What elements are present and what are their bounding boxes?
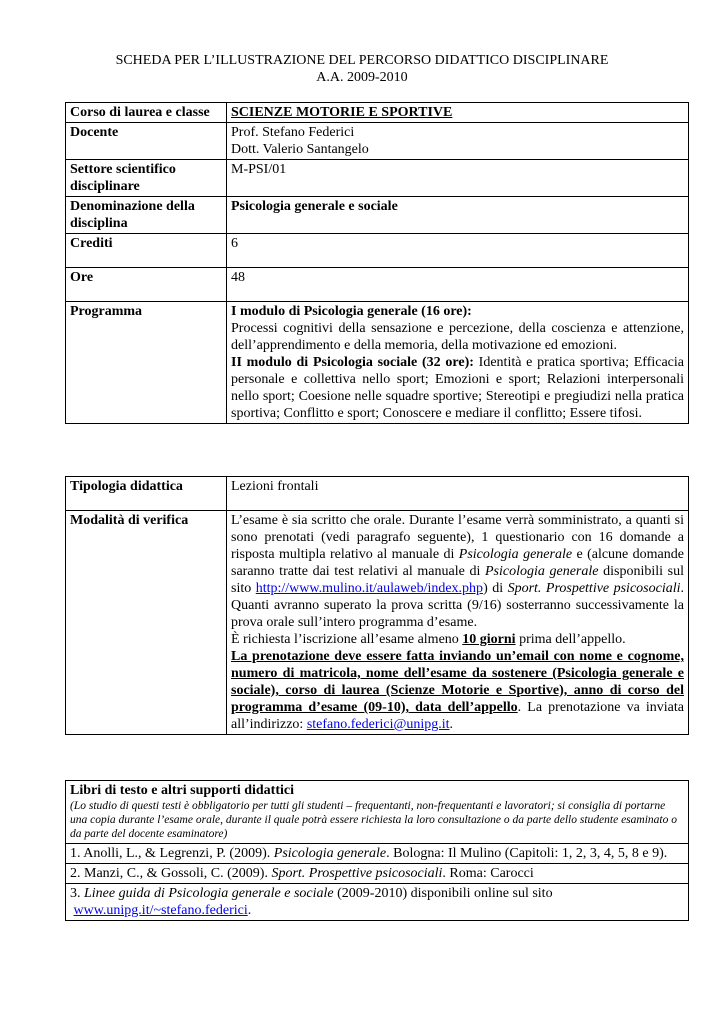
libri-header bbox=[66, 781, 689, 844]
docente-1: Prof. Stefano Federici bbox=[231, 125, 355, 140]
p2-text: È richiesta l’iscrizione all’esame almeno bbox=[231, 632, 463, 647]
libri-note: (Lo studio di questi testi è obbligatorio per tutti gli studenti – frequentanti, non-frequentanti e lavoratori; si consiglia di portarne una copia durante l’esame orale, durante il quale potrà essere richiesta la loro consultazione o da parte dello studente esaminato o da parte del docente esaminatore) bbox=[70, 800, 677, 840]
label-programma: Programma bbox=[66, 302, 227, 424]
value-ore: 48 bbox=[227, 268, 689, 302]
book-1-author: 1. Anolli, L., & Legrenzi, P. (2009). bbox=[70, 846, 274, 861]
value-corso: SCIENZE MOTORIE E SPORTIVE bbox=[227, 103, 689, 123]
value-docente bbox=[227, 123, 689, 160]
value-modalita bbox=[227, 511, 689, 735]
book-3-end: . bbox=[247, 903, 252, 918]
row-crediti bbox=[66, 234, 689, 268]
label-settore: Settore scientifico disciplinare bbox=[66, 160, 227, 197]
p2-text-2: prima dell’appello. bbox=[515, 632, 626, 647]
row-book-2 bbox=[66, 864, 689, 884]
p1-text: L’esame è sia scritto che orale. Durante l’esame verrà somministrato, a quanti si sono prenotati (vedi paragrafo seguente), 1 questionario con 16 domande a risposta multipla relativo al manuale di bbox=[231, 513, 684, 562]
row-denominazione bbox=[66, 197, 689, 234]
p3-end: . bbox=[449, 717, 454, 732]
p3-bold: La prenotazione deve essere fatta inviando un’email con nome e cognome, numero di matricola, nome dell’esame da sostenere (Psicologia generale e sociale), corso di laurea (Scienze Motorie e Sportive), anno di corso del programma d’esame (09-10), data dell’appello bbox=[231, 649, 684, 715]
title-line-1: SCHEDA PER L’ILLUSTRAZIONE DEL PERCORSO DIDATTICO DISCIPLINARE bbox=[115, 53, 609, 68]
book-1-title: Psicologia generale bbox=[273, 846, 387, 861]
libri-table bbox=[65, 780, 689, 921]
page-title bbox=[0, 52, 724, 86]
value-crediti: 6 bbox=[227, 234, 689, 268]
row-modalita bbox=[66, 511, 689, 735]
value-tipologia: Lezioni frontali bbox=[227, 477, 689, 511]
email-link[interactable]: stefano.federici@unipg.it bbox=[306, 717, 450, 732]
book-2 bbox=[66, 864, 689, 884]
row-book-1 bbox=[66, 844, 689, 864]
unipg-link[interactable]: www.unipg.it/~stefano.federici bbox=[73, 903, 248, 918]
info-table bbox=[65, 102, 689, 424]
book-3-line-1 bbox=[70, 885, 684, 902]
p1-text-2: e (alcune domande saranno tratte dai test relativi al manuale di bbox=[231, 547, 684, 579]
label-ore: Ore bbox=[66, 268, 227, 302]
docente-2: Dott. Valerio Santangelo bbox=[231, 142, 369, 157]
book-3 bbox=[66, 884, 689, 921]
modalita-p2 bbox=[231, 631, 684, 648]
row-tipologia bbox=[66, 477, 689, 511]
libri-title: Libri di testo e altri supporti didattici bbox=[70, 783, 294, 798]
book-2-author: 2. Manzi, C., & Gossoli, C. (2009). bbox=[70, 866, 272, 881]
mulino-link[interactable]: http://www.mulino.it/aulaweb/index.php bbox=[255, 581, 484, 596]
label-tipologia: Tipologia didattica bbox=[66, 477, 227, 511]
row-libri-header bbox=[66, 781, 689, 844]
title-line-2: A.A. 2009-2010 bbox=[316, 70, 408, 85]
label-crediti: Crediti bbox=[66, 234, 227, 268]
p1-text-5: . Quanti avranno superato la prova scritta (9/16) sosterranno successivamente la prova orale sull’intero programma d’esame. bbox=[231, 581, 684, 630]
label-corso: Corso di laurea e classe bbox=[66, 103, 227, 123]
row-settore bbox=[66, 160, 689, 197]
value-programma bbox=[227, 302, 689, 424]
row-corso bbox=[66, 103, 689, 123]
book-2-publisher: . Roma: Carocci bbox=[442, 866, 534, 881]
mod1-title: I modulo di Psicologia generale (16 ore): bbox=[231, 304, 472, 319]
row-ore bbox=[66, 268, 689, 302]
p1-text-4: ) di bbox=[483, 581, 508, 596]
label-docente: Docente bbox=[66, 123, 227, 160]
mod2 bbox=[231, 354, 684, 422]
row-programma bbox=[66, 302, 689, 424]
p1-text-3: disponibili sul sito bbox=[231, 564, 684, 596]
p1-italic-3: Sport. Prospettive psicosociali bbox=[507, 581, 681, 596]
book-3-line-2 bbox=[70, 902, 684, 919]
label-modalita: Modalità di verifica bbox=[66, 511, 227, 735]
book-3-num: 3. bbox=[70, 886, 84, 901]
book-1 bbox=[66, 844, 689, 864]
p2-days: 10 giorni bbox=[462, 632, 516, 647]
row-docente bbox=[66, 123, 689, 160]
book-1-publisher: . Bologna: Il Mulino (Capitoli: 1, 2, 3, 4, 5, 8 e 9). bbox=[386, 846, 668, 861]
book-2-title: Sport. Prospettive psicosociali bbox=[271, 866, 443, 881]
mod1-text: Processi cognitivi della sensazione e percezione, della coscienza e attenzione, dell’apprendimento e della memoria, della motivazione ed emozioni. bbox=[231, 321, 684, 353]
value-settore: M-PSI/01 bbox=[227, 160, 689, 197]
book-3-desc: (2009-2010) disponibili online sul sito bbox=[333, 886, 553, 901]
value-denominazione: Psicologia generale e sociale bbox=[227, 197, 689, 234]
mod2-title: II modulo di Psicologia sociale (32 ore): bbox=[231, 355, 474, 370]
modalita-p3 bbox=[231, 648, 684, 733]
p1-italic-2: Psicologia generale bbox=[484, 564, 599, 579]
mod2-text: Identità e pratica sportiva; Efficacia personale e collettiva nello sport; Emozioni e sport; Relazioni interpersonali nello sport; Coesione nelle squadre sportive; Stereotipi e pregiudizi nella pratica sportiva; Conflitto e sport; Conoscere e mediare il conflitto; Essere tifosi. bbox=[231, 355, 684, 421]
modalita-p1 bbox=[231, 512, 684, 631]
row-book-3 bbox=[66, 884, 689, 921]
p3-text: . La prenotazione va inviata all’indirizzo: bbox=[231, 700, 684, 732]
p1-italic-1: Psicologia generale bbox=[458, 547, 573, 562]
didattica-table bbox=[65, 476, 689, 735]
label-denominazione: Denominazione della disciplina bbox=[66, 197, 227, 234]
book-3-title: Linee guida di Psicologia generale e sociale bbox=[84, 886, 334, 901]
